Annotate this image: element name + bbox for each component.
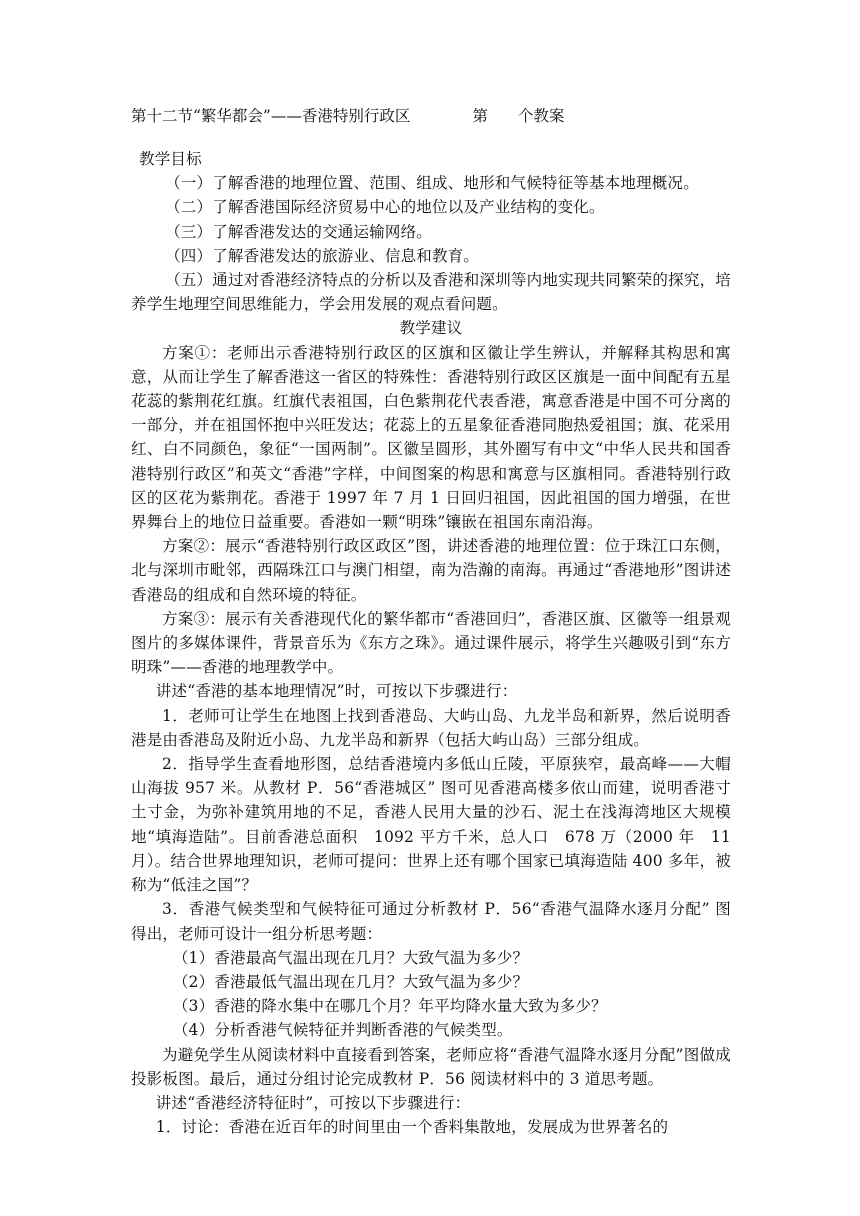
lesson-title: 第十二节“繁华都会”——香港特别行政区 <box>131 107 411 125</box>
goal-item-3: （三）了解香港发达的交通运输网络。 <box>165 222 432 241</box>
goal-item-2: （二）了解香港国际经济贸易中心的地位以及产业结构的变化。 <box>165 198 605 217</box>
lesson-number-suffix: 个教案 <box>517 107 565 125</box>
economy-intro: 讲述“香港经济特征时”，可按以下步骤进行： <box>155 1093 471 1112</box>
question-1: （1）香港最高气温出现在几月？大致气温为多少？ <box>172 948 529 967</box>
avoid-answer-paragraph: 为避免学生从阅读材料中直接看到答案，老师应将“香港气温降水逐月分配”图做成投影板图。最后，通过分组讨论完成教材 P．56 阅读材料中的 3 道思考题。 <box>131 1045 731 1088</box>
lesson-title-row <box>131 104 564 128</box>
plan-1-paragraph: 方案①：老师出示香港特别行政区的区旗和区徽让学生辨认，并解释其构思和寓意，从而让学生了解香港这一省区的特殊性：香港特别行政区区旗是一面中间配有五星花蕊的紫荆花红旗。红旗代表祖国，白色紫荆花代表香港，寓意香港是中国不可分离的一部分，并在祖国怀抱中兴旺发达；花蕊上的五星象征香港同胞热爱祖国；旗、花采用红、白不同颜色，象征“一国两制”。区徽呈圆形，其外圈写有中文“中华人民共和国香港特别行政区”和英文“香港”字样，中间图案的构思和寓意与区旗相同。香港特别行政区的区花为紫荆花。香港于 1997 年 7 月 1 日回归祖国，因此祖国的国力增强，在世界舞台上的地位日益重要。香港如一颗“明珠”镶嵌在祖国东南沿海。 <box>131 343 731 532</box>
plan-2-paragraph: 方案②：展示“香港特别行政区政区”图，讲述香港的地理位置：位于珠江口东侧，北与深圳市毗邻，西隔珠江口与澳门相望，南为浩瀚的南海。再通过“香港地形”图讲述香港岛的组成和自然环境的特征。 <box>131 537 731 604</box>
teaching-goals-heading: 教学目标 <box>139 150 202 168</box>
basic-step-2: 2．指导学生查看地形图，总结香港境内多低山丘陵，平原狭窄，最高峰——大帽山海拔 957 米。从教材 P．56“香港城区” 图可见香港高楼多依山而建，说明香港寸土寸金，为弥补建筑用地的不足，香港人民用大量的沙石、泥土在浅海湾地区大规模地“填海造陆”。目前香港总面积 1092 平方千米，总人口 678 万（2000 年 11 月）。结合世界地理知识，老师可提问：世界上还有哪个国家已填海造陆 400 多年，被称为“低洼之国”？ <box>131 755 731 895</box>
plan-3-paragraph: 方案③：展示有关香港现代化的繁华都市“香港回归”，香港区旗、区徽等一组景观图片的多媒体课件，背景音乐为《东方之珠》。通过课件展示，将学生兴趣吸引到“东方明珠”——香港的地理教学中。 <box>131 609 731 677</box>
question-2: （2）香港最低气温出现在几月？大致气温为多少？ <box>172 972 529 991</box>
question-3: （3）香港的降水集中在哪几个月？年平均降水量大致为多少？ <box>172 997 607 1016</box>
goal-item-1: （一）了解香港的地理位置、范围、组成、地形和气候特征等基本地理概况。 <box>165 174 699 193</box>
teaching-suggestions-heading: 教学建议 <box>399 319 463 338</box>
goal-item-4: （四）了解香港发达的旅游业、信息和教育。 <box>165 246 480 265</box>
basic-geography-intro: 讲述“香港的基本地理情况”时，可按以下步骤进行： <box>155 682 518 701</box>
document-body <box>131 147 731 1139</box>
economy-step-1: 1．讨论：香港在近百年的时间里由一个香料集散地，发展成为世界著名的 <box>155 1118 669 1137</box>
lesson-number-prefix: 第 <box>472 107 488 125</box>
basic-step-1: 1．老师可让学生在地图上找到香港岛、大屿山岛、九龙半岛和新界，然后说明香港是由香港岛及附近小岛、九龙半岛和新界（包括大屿山岛）三部分组成。 <box>131 706 731 749</box>
goal-item-5: （五）通过对香港经济特点的分析以及香港和深圳等内地实现共同繁荣的探究，培养学生地理空间思维能力，学会用发展的观点看问题。 <box>131 271 731 314</box>
question-4: （4）分析香港气候特征并判断香港的气候类型。 <box>172 1021 513 1040</box>
basic-step-3: 3．香港气候类型和气候特征可通过分析教材 P．56“香港气温降水逐月分配” 图得出，老师可设计一组分析思考题： <box>131 900 731 943</box>
